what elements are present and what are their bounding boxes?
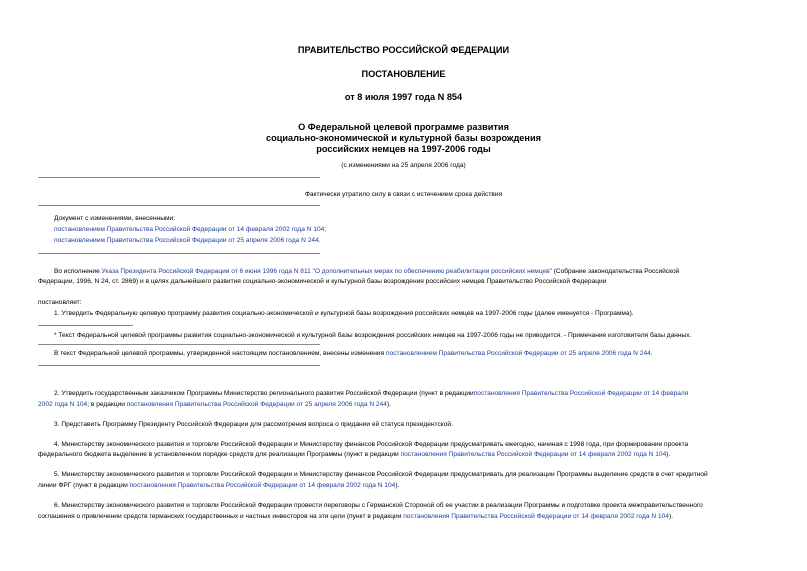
separator-rule bbox=[38, 344, 320, 345]
presidential-decree-link[interactable]: Указа Президента Российской Федерации от 6 июня 1996 года N 811 "О дополнительных мерах по обеспечению реабилитации российских немцев" bbox=[101, 268, 552, 275]
document-date-number: от 8 июля 1997 года N 854 bbox=[344, 92, 463, 102]
footnote: * Текст Федеральной целевой программы развития социально-экономической и культурной базы возрождения российских немцев на 1997-2006 годы не приводится. - Примечание изготовителя базы данных. bbox=[54, 332, 692, 339]
item-4-line-1: 4. Министерству экономического развития и торговли Российской Федерации и Министерству финансов Российской Федерации предусматривать ежегодно, начиная с 1998 года, при формировании проекта bbox=[54, 441, 689, 448]
item-5-line-1: 5. Министерству экономического развития и торговли Российской Федерации и Министерству финансов Российской Федерации предусматривать для реализации Программы выделение средств в счет кредитной bbox=[54, 471, 708, 478]
amendment-link-2002[interactable]: постановлением Правительства Российской Федерации от 14 февраля 2002 года N 104; bbox=[54, 226, 327, 233]
item-6-link[interactable]: постановления Правительства Российской Федерации от 14 февраля 2002 года N 104 bbox=[403, 513, 669, 520]
item-6-end: ). bbox=[668, 513, 673, 520]
item-3: 3. Представить Программу Президенту Российской Федерации для рассмотрения вопроса о придании ей статуса президентской. bbox=[54, 421, 453, 428]
item-1: 1. Утвердить Федеральную целевую программу развития социально-экономической и культурной базы возрождения российских немцев на 1997-2006 годы (далее именуется - Программа). bbox=[54, 310, 634, 317]
amendment-link-2006[interactable]: постановлением Правительства Российской Федерации от 25 апреля 2006 года N 244. bbox=[54, 237, 321, 244]
item-5-end: ). bbox=[395, 482, 400, 489]
changes-note-link[interactable]: постановлением Правительства Российской Федерации от 25 апреля 2006 года N 244 bbox=[386, 350, 651, 357]
item-2-line-1 bbox=[54, 389, 688, 398]
item-4-link[interactable]: постановления Правительства Российской Федерации от 14 февраля 2002 года N 104 bbox=[400, 451, 667, 458]
changes-note-end: . bbox=[650, 350, 653, 357]
separator-rule bbox=[38, 253, 320, 254]
item-5-link[interactable]: постановления Правительства Российской Федерации от 14 февраля 2002 года N 104 bbox=[129, 482, 396, 489]
item-6-line-2 bbox=[38, 512, 673, 521]
separator-rule bbox=[38, 205, 320, 206]
item-6-text: соглашения о привлечении средств германских государственных и частных инвесторов на эти цели (пункт в редакции bbox=[38, 513, 404, 520]
separator-rule bbox=[38, 177, 320, 178]
item-2-text: 2. Утвердить государственным заказчиком Программы Министерство регионального развития Российской Федерации (пункт в редакции bbox=[54, 390, 474, 397]
government-name: ПРАВИТЕЛЬСТВО РОССИЙСКОЙ ФЕДЕРАЦИИ bbox=[297, 45, 510, 55]
preamble-line-1 bbox=[54, 267, 769, 276]
footnote-separator bbox=[38, 325, 133, 326]
changes-note-text: В текст Федеральной целевой программы, утвержденной настоящим постановлением, внесены изменения bbox=[54, 350, 387, 357]
separator-rule bbox=[38, 365, 320, 366]
item-4-line-2 bbox=[38, 450, 670, 459]
document-title-line-1: О Федеральной целевой программе развития bbox=[298, 122, 509, 132]
item-6-line-1: 6. Министерству экономического развития и торговли Российской Федерации провести переговоры с Германской Стороной об ее участии в реализации Программы и подготовке проекта межправительственного bbox=[54, 502, 703, 509]
status-note: Фактически утратило силу в связи с истечением срока действия bbox=[304, 191, 503, 198]
item-5-text: линии ФРГ (пункт в редакции bbox=[38, 482, 130, 489]
item-5-line-2 bbox=[38, 481, 399, 490]
preamble-text-start: Во исполнение bbox=[54, 268, 102, 275]
item-2-line-2 bbox=[38, 400, 391, 409]
item-2-link-2006[interactable]: постановления Правительства Российской Федерации от 25 апреля 2006 года N 244 bbox=[126, 401, 387, 408]
item-4-end: ). bbox=[666, 451, 671, 458]
preamble-line-2: Федерации, 1996, N 24, ст. 2869) и в целях дальнейшего развития социально-экономической и культурной базы возрождения российских немцев Правительство Российской Федерации bbox=[38, 278, 607, 285]
decree-word: постановляет: bbox=[38, 299, 82, 306]
item-2-link-2002-part-2[interactable]: 2002 года N 104 bbox=[38, 401, 88, 408]
document-title-line-2: социально-экономической и культурной базы возрождения bbox=[266, 133, 541, 143]
item-2-mid-text: ; в редакции bbox=[87, 401, 127, 408]
item-2-link-2002-part-1[interactable]: постановления Правительства Российской Федерации от 14 февраля bbox=[473, 390, 689, 397]
amendments-date-note: (с изменениями на 25 апреля 2006 года) bbox=[341, 162, 466, 169]
amendments-intro: Документ с изменениями, внесенными: bbox=[54, 215, 176, 222]
item-2-end: ). bbox=[386, 401, 391, 408]
changes-note bbox=[54, 349, 653, 358]
document-type: ПОСТАНОВЛЕНИЕ bbox=[361, 69, 446, 79]
preamble-text-end: (Собрание законодательства Российской bbox=[551, 268, 680, 275]
item-4-text: федерального бюджета выделение в установленном порядке средств для реализации Программы (пункт в редакции bbox=[38, 451, 401, 458]
document-title-line-3: российских немцев на 1997-2006 годы bbox=[316, 144, 491, 154]
